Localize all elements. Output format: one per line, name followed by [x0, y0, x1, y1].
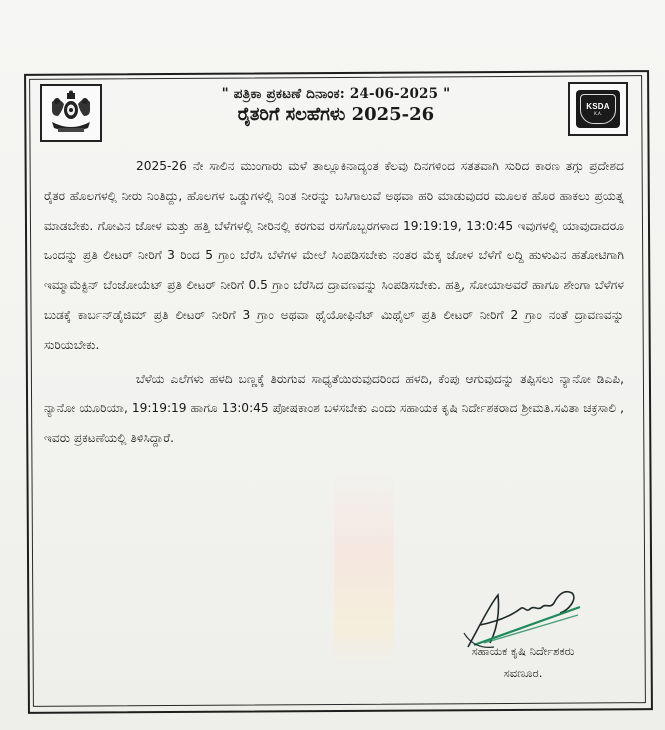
page-title: ರೈತರಿಗೆ ಸಲಹೆಗಳು 2025-26	[237, 104, 435, 125]
paragraph-1: 2025-26 ನೇ ಸಾಲಿನ ಮುಂಗಾರು ಮಳೆ ತಾಲ್ಲೂಕಿನಾದ್ಯಂತ ಕೆಲವು ದಿನಗಳಿಂದ ಸತತವಾಗಿ ಸುರಿದ ಕಾರಣ ತಗ್ಗು ಪ್ರದೇಶದ ರೈತರ ಹೊಲಗಳಲ್ಲಿ ನೀರು ನಿಂತಿದ್ದು, ಹೊಲಗಳ ಒಡ್ಡುಗಳಲ್ಲಿ ನಿಂತ ನೀರನ್ನು ಬಸಿಗಾಲುವೆ ಅಥವಾ ಹರಿ ಮಾಡುವುದರ ಮೂಲಕ ಹೊರ ಹಾಕಲು ಪ್ರಯತ್ನ ಮಾಡಬೇಕು. ಗೋವಿನ ಜೋಳ ಮತ್ತು ಹತ್ತಿ ಬೆಳೆಗಳಲ್ಲಿ ನೀರಿನಲ್ಲಿ ಕರಗುವ ರಸಗೊಬ್ಬರಗಳಾದ 19:19:19, 13:0:45 ಇವುಗಳಲ್ಲಿ ಯಾವುದಾದರೂ ಒಂದನ್ನು ಪ್ರತಿ ಲೀಟರ್ ನೀರಿಗೆ 3 ರಿಂದ 5 ಗ್ರಾಂ ಬೆರೆಸಿ ಬೆಳೆಗಳ ಮೇಲೆ ಸಿಂಪಡಿಸಬೇಕು ನಂತರ ಮೆಕ್ಕ ಜೋಳ ಬೆಳೆಗೆ ಲದ್ದಿ ಹುಳುವಿನ ಹತೋಟಿಗಾಗಿ ಇಮ್ಮಾಮೆಕ್ಟಿನ್ ಬೆಂಜೋಯೆಟ್ ಪ್ರತಿ ಲೀಟರ್ ನೀರಿಗೆ 0.5 ಗ್ರಾಂ ಬೆರೆಸಿದ ದ್ರಾವಣವನ್ನು ಸಿಂಪಡಿಸಬೇಕು. ಹತ್ತಿ, ಸೋಯಾಅವರೆ ಹಾಗೂ ಶೇಂಗಾ ಬೆಳೆಗಳ ಬುಡಕ್ಕೆ ಕಾರ್ಬನ್‌ಡೈಜಿಮ್ ಪ್ರತಿ ಲೀಟರ್ ನೀರಿಗೆ 3 ಗ್ರಾಂ ಅಥವಾ ಥೈಯೋಫಿನೆಟ್ ಮಿಥೈಲ್ ಪ್ರತಿ ಲೀಟರ್ ನೀರಿಗೆ 2 ಗ್ರಾಂ ನಂತೆ ದ್ರಾವಣವನ್ನು ಸುರಿಯಬೇಕು.	[44, 159, 624, 352]
press-release-date: " ಪತ್ರಿಕಾ ಪ್ರಕಟಣೆ ದಿನಾಂಕ: 24-06-2025 "	[221, 86, 451, 102]
ksda-logo	[568, 82, 628, 136]
ksda-badge	[576, 90, 620, 128]
signatory-designation: ಸಹಾಯಕ ಕೃಷಿ ನಿರ್ದೇಶಕರು	[471, 644, 575, 658]
paper-stain	[334, 475, 394, 665]
ksda-logo-subtext: K.A.	[594, 111, 602, 116]
ksda-logo-text: KSDA	[586, 102, 610, 111]
paragraph-2: ಬೆಳೆಯ ಎಲೆಗಳು ಹಳದಿ ಬಣ್ಣಕ್ಕೆ ತಿರುಗುವ ಸಾಧ್ಯತೆಯಿರುವುದರಿಂದ ಹಳದಿ, ಕೆಂಪು ಆಗುವುದನ್ನು ತಪ್ಪಿಸಲು ನ್ಯಾನೋ ಡಿಎಪಿ, ನ್ಯಾನೋ ಯೂರಿಯಾ, 19:19:19 ಹಾಗೂ 13:0:45 ಪೋಷಕಾಂಶ ಬಳಸಬೇಕು ಎಂದು ಸಹಾಯಕ ಕೃಷಿ ನಿರ್ದೇಶಕರಾದ ಶ್ರೀಮತಿ.ಸವಿತಾ ಚಕ್ರಸಾಲಿ , ಇವರು ಪ್ರಕಟಣೆಯಲ್ಲಿ ತಿಳಿಸಿದ್ದಾರೆ.	[44, 371, 624, 446]
shield-icon	[580, 94, 616, 124]
signatory-block	[438, 640, 608, 684]
document-heading	[34, 80, 638, 125]
document-content	[34, 80, 638, 700]
document-body	[44, 152, 624, 454]
signatory-place: ಸವಣೂರ.	[503, 666, 543, 680]
